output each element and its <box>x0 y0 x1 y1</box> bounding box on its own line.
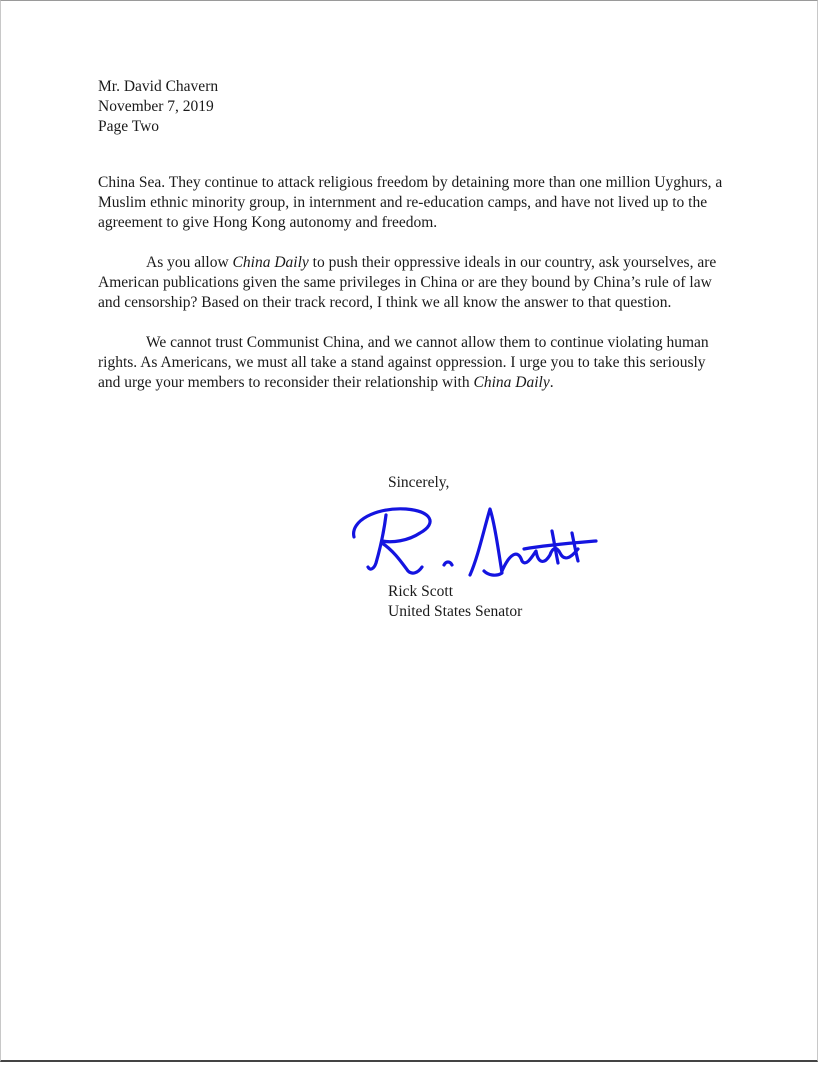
signer-name: Rick Scott <box>388 583 454 600</box>
paragraph-3-text-b: . <box>549 374 554 391</box>
paragraph-3-publication: China Daily <box>473 374 550 391</box>
letter-header <box>98 77 218 137</box>
paragraph-2 <box>98 253 726 313</box>
paragraph-2-text-a: As you allow <box>146 254 233 271</box>
recipient-name: Mr. David Chavern <box>98 78 219 95</box>
paragraph-3-text-a: We cannot trust Communist China, and we cannot allow them to continue violating human rights. As Americans, we must all take a stand against oppression. I urge you to take this seriously and urge your members to reconsider their relationship with <box>98 334 709 391</box>
signature-block <box>388 582 522 622</box>
page-label: Page Two <box>98 118 160 135</box>
paragraph-2-text-b: to push their oppressive ideals in our country, ask yourselves, are American publications given the same privileges in China or are they bound by China’s rule of law and censorship? Based on their track record, I think we all know the answer to that question. <box>98 254 717 311</box>
letter-body <box>98 173 726 413</box>
paragraph-3 <box>98 333 726 393</box>
paragraph-2-publication: China Daily <box>232 254 309 271</box>
signer-title: United States Senator <box>388 603 523 620</box>
handwritten-signature <box>346 501 601 586</box>
letter-date: November 7, 2019 <box>98 98 214 115</box>
paragraph-1: China Sea. They continue to attack religious freedom by detaining more than one million Uyghurs, a Muslim ethnic minority group, in internment and re-education camps, and have not lived up to the agreement to give Hong Kong autonomy and freedom. <box>98 174 723 231</box>
closing-salutation: Sincerely, <box>388 474 450 491</box>
